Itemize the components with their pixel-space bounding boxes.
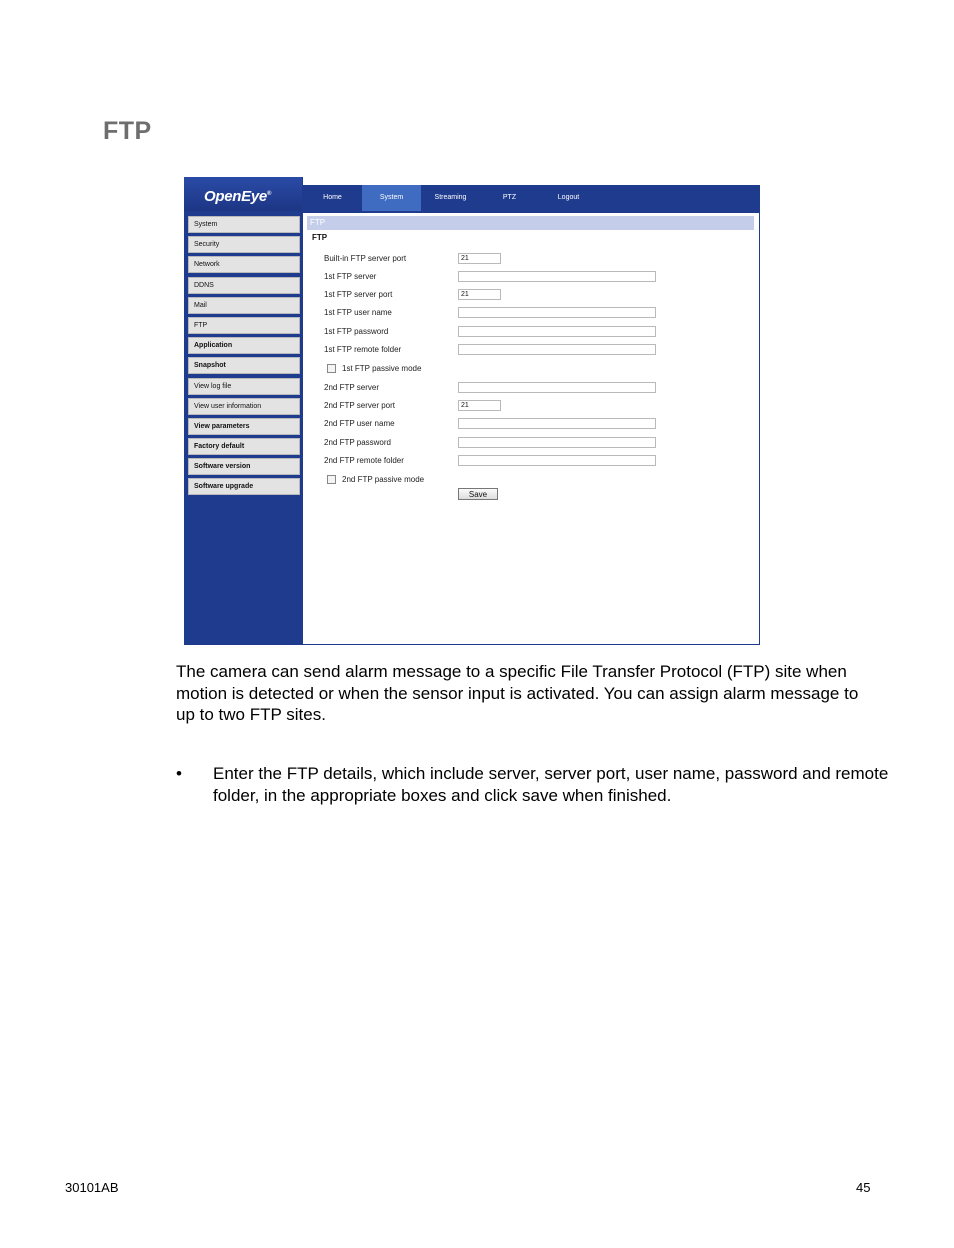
footer-doc-id: 30101AB bbox=[65, 1180, 119, 1195]
sidebar-item-mail[interactable]: Mail bbox=[188, 297, 300, 314]
ftp1-passive-label: 1st FTP passive mode bbox=[342, 364, 422, 373]
ftp1-folder-row bbox=[324, 344, 744, 357]
sidebar-item-view-user-information[interactable]: View user information bbox=[188, 398, 300, 415]
ftp1-password-row bbox=[324, 326, 744, 339]
sidebar-item-factory-default[interactable]: Factory default bbox=[188, 438, 300, 455]
sidebar-item-ddns[interactable]: DDNS bbox=[188, 277, 300, 294]
sidebar-item-view-parameters[interactable]: View parameters bbox=[188, 418, 300, 435]
sidebar-item-application[interactable]: Application bbox=[188, 337, 300, 354]
ftp2-password-row bbox=[324, 437, 744, 450]
ftp1-password-input[interactable] bbox=[458, 326, 656, 337]
bullet-symbol: • bbox=[176, 764, 182, 783]
ftp2-folder-input[interactable] bbox=[458, 455, 656, 466]
sidebar-item-software-version[interactable]: Software version bbox=[188, 458, 300, 475]
ftp1-password-label: 1st FTP password bbox=[324, 327, 389, 336]
ftp1-user-label: 1st FTP user name bbox=[324, 308, 392, 317]
sidebar-menu bbox=[188, 216, 300, 499]
sidebar-item-network[interactable]: Network bbox=[188, 256, 300, 273]
section-header: FTP bbox=[307, 216, 754, 230]
ftp1-user-row bbox=[324, 307, 744, 320]
tab-streaming[interactable]: Streaming bbox=[434, 194, 467, 201]
ftp2-passive-checkbox[interactable] bbox=[327, 475, 336, 484]
footer-page-number: 45 bbox=[856, 1180, 871, 1195]
ftp2-server-row bbox=[324, 382, 744, 395]
ftp1-server-label: 1st FTP server bbox=[324, 272, 377, 281]
page-title: FTP bbox=[103, 117, 152, 145]
ftp1-server-input[interactable] bbox=[458, 271, 656, 282]
ftp1-user-input[interactable] bbox=[458, 307, 656, 318]
builtin-port-row bbox=[324, 253, 744, 266]
ftp1-passive-checkbox[interactable] bbox=[327, 364, 336, 373]
ftp2-user-label: 2nd FTP user name bbox=[324, 419, 395, 428]
ftp1-port-row bbox=[324, 289, 744, 302]
ftp1-port-label: 1st FTP server port bbox=[324, 290, 393, 299]
sidebar-item-system[interactable]: System bbox=[188, 216, 300, 233]
ftp2-password-input[interactable] bbox=[458, 437, 656, 448]
ftp-settings-panel bbox=[303, 213, 760, 645]
tab-home[interactable]: Home bbox=[323, 194, 342, 201]
sidebar-item-software-upgrade[interactable]: Software upgrade bbox=[188, 478, 300, 495]
sidebar-item-security[interactable]: Security bbox=[188, 236, 300, 253]
ftp2-folder-label: 2nd FTP remote folder bbox=[324, 456, 404, 465]
logo-text: OpenEye bbox=[204, 188, 267, 205]
ftp1-folder-label: 1st FTP remote folder bbox=[324, 345, 402, 354]
ftp2-port-label: 2nd FTP server port bbox=[324, 401, 395, 410]
sidebar-item-snapshot[interactable]: Snapshot bbox=[188, 357, 300, 374]
tab-ptz[interactable]: PTZ bbox=[502, 194, 517, 201]
top-navigation bbox=[303, 185, 760, 211]
ftp2-server-input[interactable] bbox=[458, 382, 656, 393]
ftp1-passive-row bbox=[324, 363, 744, 376]
ftp2-passive-label: 2nd FTP passive mode bbox=[342, 475, 425, 484]
tab-logout[interactable]: Logout bbox=[557, 194, 580, 201]
sidebar-item-ftp[interactable]: FTP bbox=[188, 317, 300, 334]
ftp2-passive-row bbox=[324, 474, 744, 487]
builtin-port-label: Built-in FTP server port bbox=[324, 254, 407, 263]
ftp1-folder-input[interactable] bbox=[458, 344, 656, 355]
subsection-title: FTP bbox=[312, 233, 328, 242]
ftp2-password-label: 2nd FTP password bbox=[324, 438, 391, 447]
ftp2-user-row bbox=[324, 418, 744, 431]
bullet-text: Enter the FTP details, which include server, server port, user name, password and remote folder, in the appropriate boxes and click save when finished. bbox=[213, 764, 889, 805]
ftp1-port-input[interactable]: 21 bbox=[458, 289, 501, 300]
builtin-port-input[interactable]: 21 bbox=[458, 253, 501, 264]
ftp2-user-input[interactable] bbox=[458, 418, 656, 429]
ftp2-port-row bbox=[324, 400, 744, 413]
ftp1-server-row bbox=[324, 271, 744, 284]
sidebar-item-view-log-file[interactable]: View log file bbox=[188, 378, 300, 395]
ftp2-folder-row bbox=[324, 455, 744, 468]
openeye-logo bbox=[184, 177, 302, 211]
web-ui-screenshot bbox=[184, 177, 760, 645]
ftp2-server-label: 2nd FTP server bbox=[324, 383, 379, 392]
description-paragraph: The camera can send alarm message to a specific File Transfer Protocol (FTP) site when motion is detected or when the sensor input is activated. You can assign alarm message to up to two FTP sites. bbox=[176, 662, 859, 724]
save-button[interactable]: Save bbox=[458, 488, 498, 500]
logo-mark: ® bbox=[266, 191, 272, 197]
ftp2-port-input[interactable]: 21 bbox=[458, 400, 501, 411]
tab-system[interactable]: System bbox=[362, 185, 421, 211]
